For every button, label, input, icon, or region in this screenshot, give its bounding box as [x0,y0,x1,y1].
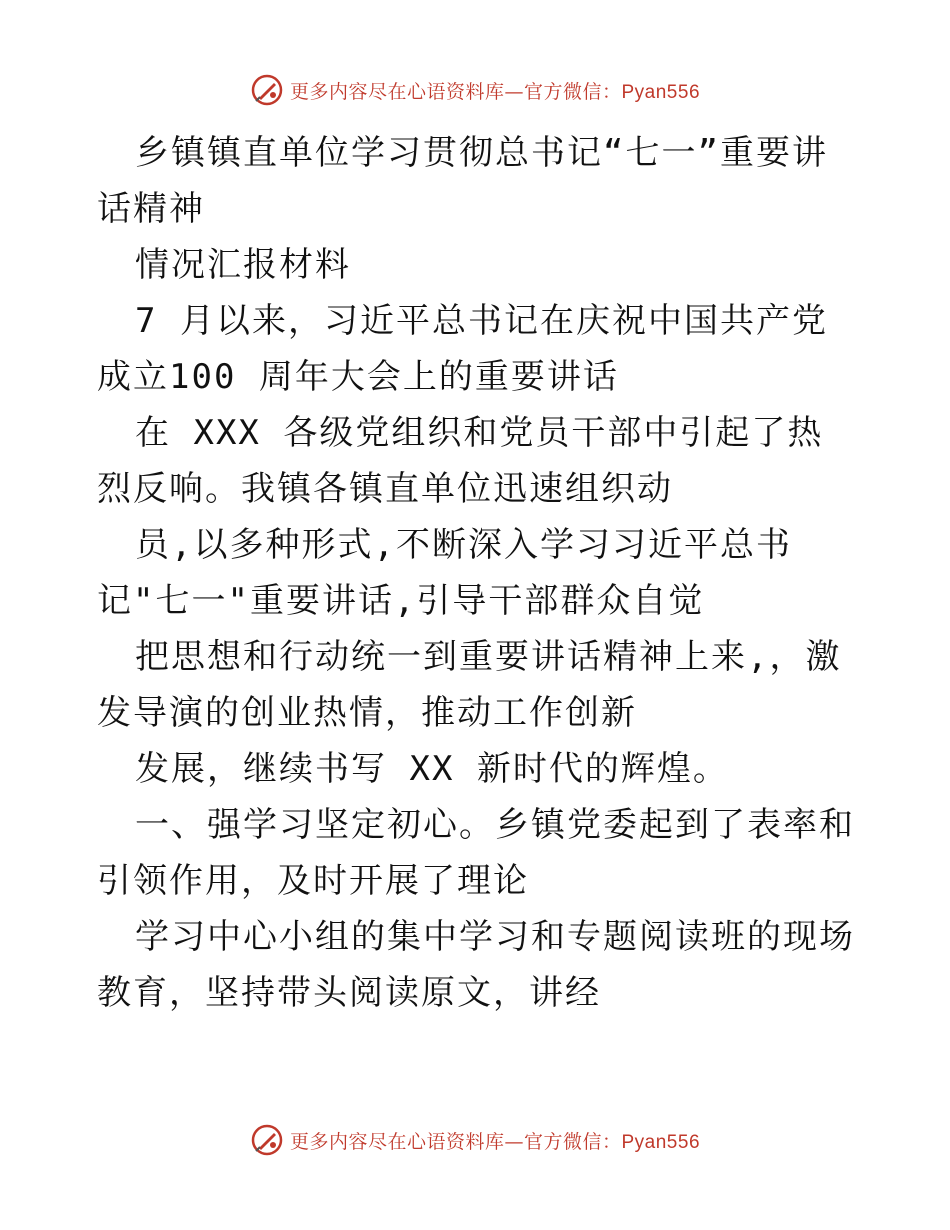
paragraph-subtitle: 情况汇报材料 [135,245,351,285]
paragraph: 7 月以来，习近平总书记在庆祝中国共产党成立100 周年大会上的重要讲话 [97,301,828,397]
paragraph: 在 XXX 各级党组织和党员干部中引起了热烈反响。我镇各镇直单位迅速组织动 [97,413,824,509]
paragraph: 一、强学习坚定初心。乡镇党委起到了表率和引领作用，及时开展了理论 [97,805,855,901]
footer-banner [0,1120,950,1160]
document-body [97,125,857,1021]
banner-text [290,77,700,104]
quill-logo-icon [250,73,284,107]
quill-logo-icon [250,1123,284,1157]
paragraph: 把思想和行动统一到重要讲话精神上来,，激发导演的创业热情，推动工作创新 [97,637,842,733]
paragraph: 员,以多种形式,不断深入学习习近平总书记"七一"重要讲话,引导干部群众自觉 [97,525,792,621]
banner-site-text: 更多内容尽在心语资料库—官方微信： [289,1130,622,1153]
banner-wechat-id: Pyan556 [621,1131,701,1153]
banner-site-text: 更多内容尽在心语资料库—官方微信： [289,80,622,103]
paragraph-title: 乡镇镇直单位学习贯彻总书记“七一”重要讲话精神 [97,133,828,229]
paragraph: 发展，继续书写 XX 新时代的辉煌。 [135,749,729,789]
banner-text [290,1127,700,1154]
paragraph: 学习中心小组的集中学习和专题阅读班的现场教育，坚持带头阅读原文，讲经 [97,917,855,1013]
header-banner [0,70,950,110]
banner-wechat-id: Pyan556 [621,81,701,103]
